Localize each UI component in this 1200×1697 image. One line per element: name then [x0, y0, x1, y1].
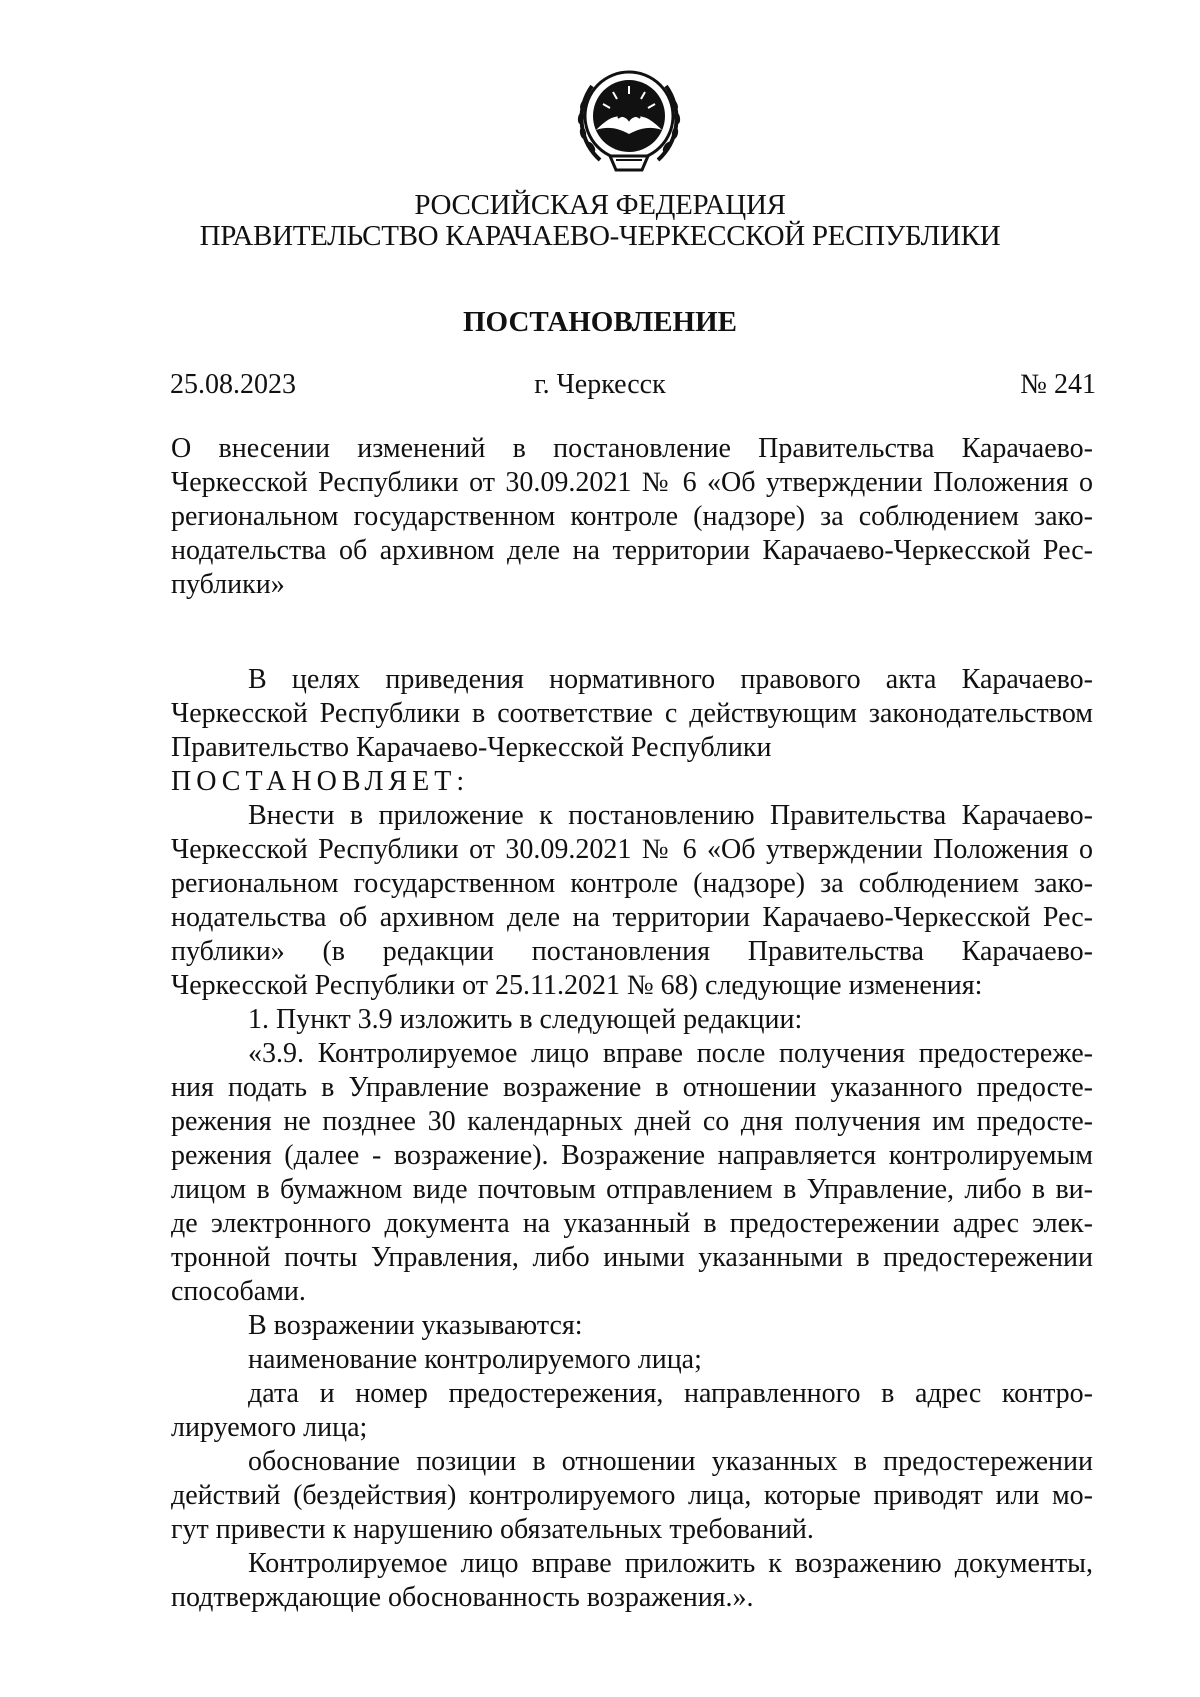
list-item: обоснование позиции в отношении указанных в предостережении	[248, 1446, 1093, 1477]
list-item: дата и номер предостережения, направленного в адрес контро-	[248, 1378, 1093, 1409]
subject-line: нодательства об архивном деле на территории Карачаево-Черкесской Рес-	[171, 535, 1093, 566]
subject-line: О внесении изменений в постановление Правительства Карачаево-	[171, 433, 1093, 464]
clause-intro-line: публики» (в редакции постановления Правительства Карачаево-	[171, 936, 1093, 967]
subject-line: Черкесской Республики от 30.09.2021 № 6 «Об утверждении Положения о	[171, 467, 1093, 498]
clause-intro-line: Черкесской Республики от 30.09.2021 № 6 «Об утверждении Положения о	[171, 834, 1093, 865]
subject-line: публики»	[171, 569, 285, 600]
item-1-text-line: ния подать в Управление возражение в отношении указанного предосте-	[171, 1072, 1093, 1103]
header-country: РОССИЙСКАЯ ФЕДЕРАЦИЯ	[414, 189, 786, 221]
item-1-text-line: режения (далее - возражение). Возражение направляется контролируемым	[171, 1140, 1093, 1171]
coat-of-arms-emblem	[570, 56, 688, 180]
resolves-word: ПОСТАНОВЛЯЕТ:	[171, 766, 470, 797]
item-1-text-line: лицом в бумажном виде почтовым отправлением в Управление, либо в ви-	[171, 1174, 1093, 1205]
clause-intro-line: нодательства об архивном деле на территории Карачаево-Черкесской Рес-	[171, 902, 1093, 933]
clause-intro-line: Черкесской Республики от 25.11.2021 № 68) следующие изменения:	[171, 970, 983, 1001]
item-1-heading: 1. Пункт 3.9 изложить в следующей редакции:	[248, 1004, 803, 1035]
objection-intro: В возражении указываются:	[248, 1310, 583, 1341]
closing-line: подтверждающие обоснованность возражения.».	[171, 1582, 754, 1613]
document-title: ПОСТАНОВЛЕНИЕ	[462, 306, 737, 338]
closing-line: Контролируемое лицо вправе приложить к возражению документы,	[248, 1548, 1093, 1579]
document-body	[171, 663, 1093, 1615]
item-1-text-line: режения не позднее 30 календарных дней со дня получения им предосте-	[171, 1106, 1093, 1137]
preamble-line: Черкесской Республики в соответствие с действующим законодательством	[171, 698, 1093, 729]
preamble-line: В целях приведения нормативного правового акта Карачаево-	[248, 664, 1093, 695]
subject-line: региональном государственном контроле (надзоре) за соблюдением зако-	[171, 501, 1093, 532]
document-number: № 241	[1020, 369, 1096, 400]
list-item: лируемого лица;	[171, 1412, 368, 1443]
item-1-text-line: тронной почты Управления, либо иными указанными в предостережении	[171, 1242, 1093, 1273]
clause-intro-line: Внести в приложение к постановлению Правительства Карачаево-	[248, 800, 1093, 831]
item-1-text-line: «3.9. Контролируемое лицо вправе после получения предостереже-	[248, 1038, 1093, 1069]
list-item: гут привести к нарушению обязательных требований.	[171, 1514, 814, 1545]
document-city: г. Черкесск	[534, 369, 666, 400]
item-1-text-line: способами.	[171, 1276, 306, 1307]
item-1-text-line: де электронного документа на указанный в предостережении адрес элек-	[171, 1208, 1093, 1239]
header-government: ПРАВИТЕЛЬСТВО КАРАЧАЕВО-ЧЕРКЕССКОЙ РЕСПУБЛИКИ	[199, 220, 1001, 252]
document-subject	[171, 432, 1093, 602]
list-item: наименование контролируемого лица;	[248, 1344, 702, 1375]
document-date: 25.08.2023	[170, 369, 296, 400]
clause-intro-line: региональном государственном контроле (надзоре) за соблюдением зако-	[171, 868, 1093, 899]
preamble-line: Правительство Карачаево-Черкесской Республики	[171, 732, 772, 763]
list-item: действий (бездействия) контролируемого лица, которые приводят или мо-	[171, 1480, 1093, 1511]
